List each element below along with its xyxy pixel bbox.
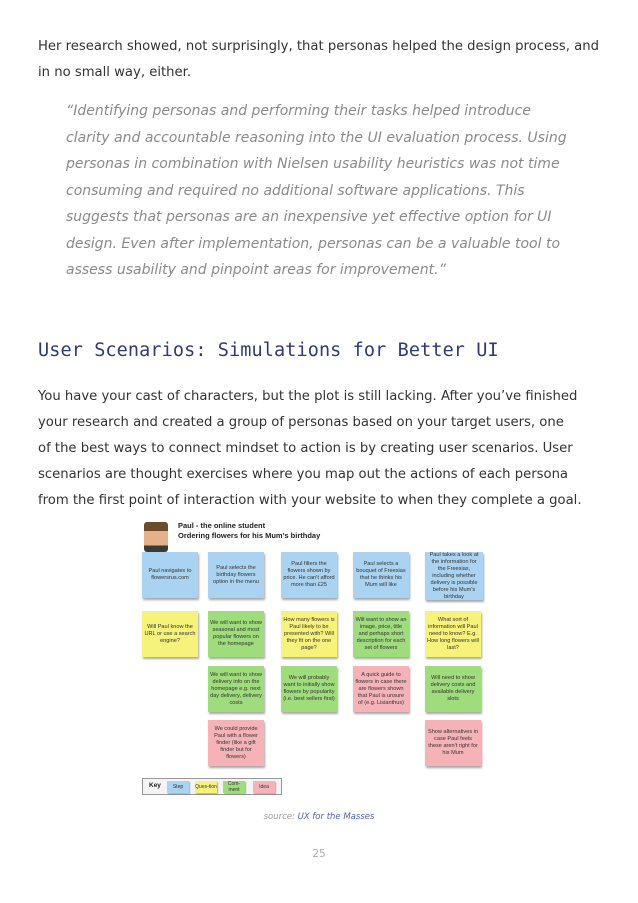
idea-note: Show alternatives in case Paul feels these aren't right for his Mum [425, 720, 481, 766]
question-note: Will Paul know the URL or use a search engine? [142, 611, 198, 657]
quote-line: consuming and required no additional software applications. This [66, 182, 525, 199]
key-comment: Com-ment [223, 781, 245, 793]
body-line: scenarios are thought exercises where you map out the actions of each persona [38, 467, 569, 482]
body-line: from the first point of interaction with your website to when they complete a goal. [38, 493, 582, 508]
comment-note: We will probably want to initially show flowers by popularity (i.e. best sellers first) [281, 666, 337, 712]
persona-avatar [144, 522, 168, 552]
comment-note: We will want to show seasonal and most popular flowers on the homepage [208, 611, 264, 657]
idea-note: A quick guide to flowers in case there are flowers shown that Paul is unsure of (e.g. Lisianthus) [353, 666, 409, 712]
step-note: Paul selects the birthday flowers option in the menu [208, 552, 264, 598]
question-note: What sort of information will Paul need to know? E.g. How long flowers will last? [425, 611, 481, 657]
body-line: of the best ways to connect mindset to action is by creating user scenarios. User [38, 441, 573, 456]
body-line: your research and created a group of personas based on your target users, one [38, 415, 564, 430]
quote-line: personas in combination with Nielsen usability heuristics was not time [66, 156, 560, 172]
comment-note: We will want to show delivery info on the homepage e.g. next day delivery, delivery costs [208, 666, 264, 712]
body-line: You have your cast of characters, but the plot is still lacking. After you’ve finished [38, 389, 578, 404]
source-link[interactable]: UX for the Masses [297, 812, 375, 822]
key-idea: Idea [253, 781, 275, 793]
scenario-figure [140, 520, 500, 798]
source-caption [0, 812, 638, 822]
source-prefix: source: [263, 812, 295, 822]
quote-line: clarity and accountable reasoning into the UI evaluation process. Using [66, 129, 567, 146]
body-paragraph [38, 384, 603, 514]
step-note: Paul navigates to flowersrus.com [142, 552, 198, 598]
idea-note: We could provide Paul with a flower finder (like a gift finder but for flowers) [208, 720, 264, 766]
step-note: Paul takes a look at the information for the Freesias, including whether delivery is possible before his Mum's birthday [425, 552, 483, 600]
intro-line: Her research showed, not surprisingly, that personas helped the design process, and [38, 39, 599, 54]
block-quote [66, 98, 576, 284]
question-note: How many flowers is Paul likely to be presented with? Will they fit on the one page? [281, 611, 337, 657]
persona-name: Paul - the online student [178, 521, 266, 530]
quote-line: design. Even after implementation, personas can be a valuable tool to [66, 235, 561, 252]
step-note: Paul selects a bouquet of Freesias that he thinks his Mum will like [353, 552, 409, 598]
key-question: Ques-tion [195, 781, 217, 793]
quote-line: “Identifying personas and performing their tasks helped introduce [66, 103, 531, 119]
intro-paragraph [38, 34, 603, 86]
quote-line: assess usability and pinpoint areas for improvement.” [66, 262, 446, 278]
quote-line: suggests that personas are an inexpensive yet effective option for UI [66, 209, 552, 225]
key-step: Step [167, 781, 189, 793]
persona-goal: Ordering flowers for his Mum’s birthday [178, 531, 321, 540]
key-label: Key [149, 782, 161, 789]
section-heading: User Scenarios: Simulations for Better UI [38, 340, 499, 361]
intro-line: in no small way, either. [38, 65, 192, 80]
comment-note: Will want to show an image, price, title and perhaps short description for each set of flowers [353, 611, 409, 657]
figure-key [142, 778, 282, 795]
page-number: 25 [312, 848, 326, 860]
step-note: Paul filters the flowers shown by price. He can't afford more than £25 [281, 552, 337, 598]
comment-note: Will need to show delivery costs and available delivery slots [425, 666, 481, 712]
